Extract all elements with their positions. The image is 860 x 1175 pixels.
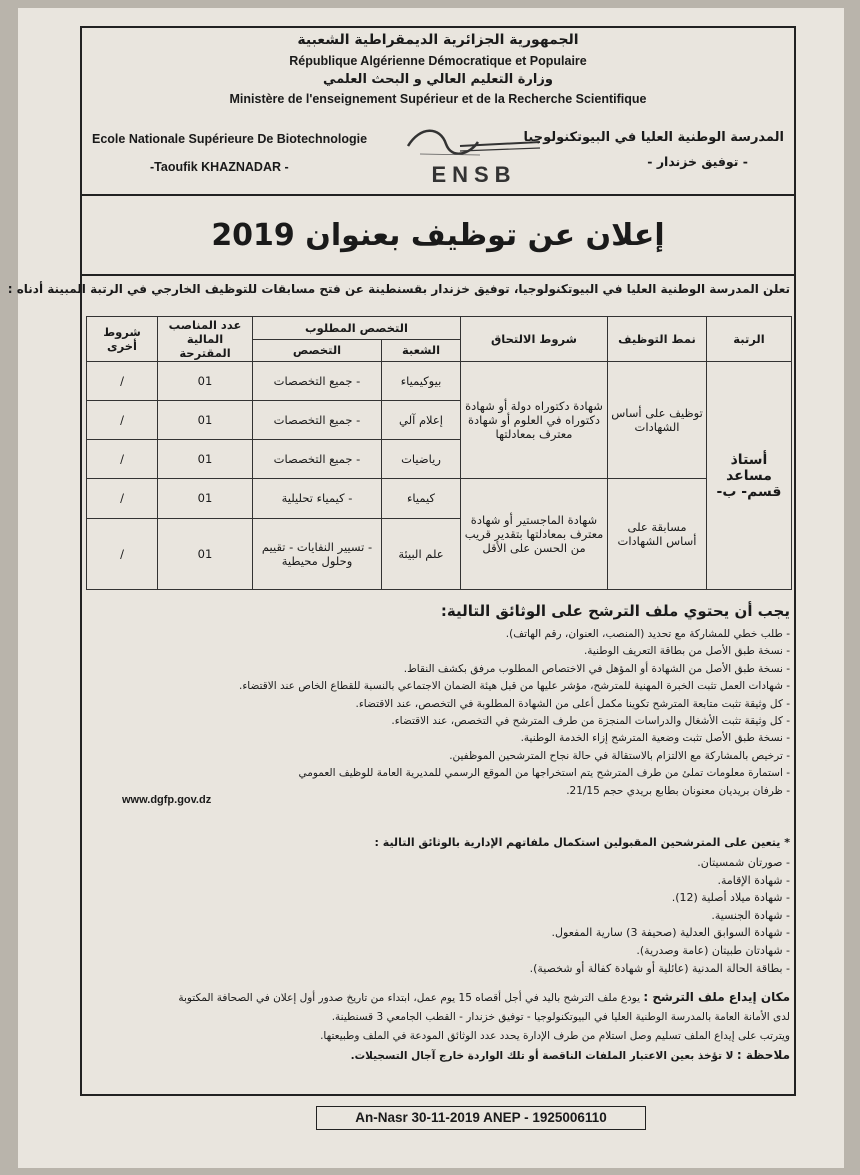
deposit-text-1: يودع ملف الترشح باليد في أجل أقصاه 15 يوم عمل، ابتداء من تاريخ صدور أول إعلان في الصحافة المكتوبة	[178, 992, 641, 1004]
publication-footer: An-Nasr 30-11-2019 ANEP - 1925006110	[316, 1106, 646, 1130]
additional-documents-list	[90, 854, 790, 977]
list-item: - شهادة السوابق العدلية (صحيفة 3) سارية المفعول.	[551, 926, 790, 940]
ar-ministry: وزارة التعليم العالي و البحث العلمي	[323, 72, 553, 87]
list-item: - بطاقة الحالة المدنية (عائلية أو شهادة كفالة أو شخصية).	[529, 961, 790, 975]
accepted-note: * يتعين على المترشحين المقبولين استكمال ملفاتهم الإدارية بالوثائق التالية :	[374, 836, 790, 849]
col-specialty: التخصص	[253, 339, 382, 362]
title-divider	[82, 274, 794, 276]
col-specialty-required: التخصص المطلوب	[253, 317, 461, 340]
list-item: - شهادة الإقامة.	[717, 873, 790, 887]
ar-republic: الجمهورية الجزائرية الديمقراطية الشعبية	[297, 32, 579, 48]
list-item: - طلب خطي للمشاركة مع تحديد (المنصب، العنوان، رقم الهاتف).	[505, 628, 790, 640]
table-row	[87, 362, 792, 401]
note-label: ملاحظة :	[736, 1048, 790, 1062]
col-other: شروط أخرى	[87, 317, 158, 362]
fr-ministry: Ministère de l'enseignement Supérieur et de la Recherche Scientifique	[229, 92, 647, 106]
list-item: - نسخة طبق الأصل من بطاقة التعريف الوطنية.	[583, 645, 790, 658]
deposit-line-1	[84, 988, 790, 1008]
cell-mode-2: مسابقة على أساس الشهادات	[608, 479, 707, 590]
newspaper-page	[7, 8, 844, 1168]
col-mode: نمط التوظيف	[608, 317, 707, 362]
announcement-title: إعلان عن توظيف بعنوان 2019	[211, 218, 665, 253]
announcement-frame	[7, 26, 796, 1096]
cell-other: /	[87, 362, 158, 401]
cell-condition-2: شهادة الماجستير أو شهادة معترف بمعادلتها بتقدير قريب من الحسن على الأقل	[461, 479, 608, 590]
list-item: - ظرفان بريديان معنونان بطابع بريدي حجم 21/15.	[566, 784, 790, 797]
cell-branch: إعلام آلي	[382, 401, 461, 440]
website-url: www.dgfp.gov.dz	[122, 794, 212, 806]
table-row	[87, 479, 792, 518]
cell-branch: علم البيئة	[382, 518, 461, 589]
list-item: - شهادة ميلاد أصلية (12).	[671, 891, 790, 905]
deposit-text-3: ويترتب على إيداع الملف تسليم وصل استلام من طرف الإدارة يحدد عدد الوثائق المودعة في الملف وطبيعتها.	[320, 1030, 790, 1042]
cell-condition-1: شهادة دكتوراه دولة أو شهادة دكتوراه في العلوم أو شهادة معترف بمعادلتها	[461, 362, 608, 479]
cell-other: /	[87, 401, 158, 440]
cell-positions: 01	[158, 401, 253, 440]
cell-specialty: - كيمياء تحليلية	[253, 479, 382, 518]
list-item: - نسخة طبق الأصل من الشهادة أو المؤهل في الاختصاص المطلوب مرفق بكشف النقاط.	[403, 662, 790, 675]
cell-branch: رياضيات	[382, 440, 461, 479]
ar-school-subname: - توفيق خزندار -	[647, 154, 748, 169]
cell-specialty: - جميع التخصصات	[253, 440, 382, 479]
list-item: - استمارة معلومات تملئ من طرف المترشح يتم استخراجها من الموقع الرسمي للمديرية العامة للوظيف العمومي	[298, 767, 790, 780]
col-positions: عدد المناصب المالية المقترحة	[158, 317, 253, 362]
positions-table	[86, 316, 792, 590]
cell-specialty: - جميع التخصصات	[253, 401, 382, 440]
list-item: - صورتان شمسيتان.	[697, 856, 790, 869]
list-item: - كل وثيقة تثبت متابعة المترشح تكوينا مكمل أعلى من الشهادة المطلوبة في التخصص، عند الاقتضاء.	[355, 697, 790, 710]
cell-positions: 01	[158, 518, 253, 589]
cell-other: /	[87, 440, 158, 479]
cell-branch: كيمياء	[382, 479, 461, 518]
intro-text: تعلن المدرسة الوطنية العليا في البيوتكنولوجيا، توفيق خزندار بقسنطينة عن فتح مسابقات للتوظيف الخارجي في الرتبة المبينة أدناه :	[7, 282, 790, 296]
header-divider	[82, 194, 794, 196]
list-item: - ترخيص بالمشاركة مع الالتزام بالاستقالة في حالة نجاح المترشحين الموظفين.	[449, 749, 790, 762]
list-item: - شهادات العمل تثبت الخبرة المهنية للمترشح، مؤشر عليها من قبل هيئة الضمان الاجتماعي بالنسبة للقطاع الخاص عند الاقتضاء.	[238, 680, 790, 693]
cell-specialty: - تسيير النفايات - تقييم وحلول محيطية	[253, 518, 382, 589]
deposit-text-2: لدى الأمانة العامة بالمدرسة الوطنية العليا في البيوتكنولوجيا - توفيق خزندار - القطب الجامعي 3 قسنطينة.	[331, 1011, 790, 1023]
cell-other: /	[87, 518, 158, 589]
requirements-title: يجب أن يحتوي ملف الترشح على الوثائق التالية:	[440, 602, 790, 620]
cell-other: /	[87, 479, 158, 518]
cell-positions: 01	[158, 362, 253, 401]
cell-grade: أستاذ مساعد قسم- ب-	[707, 362, 792, 590]
list-item: - شهادتان طبيتان (عامة وصدرية).	[636, 943, 790, 957]
list-item: - نسخة طبق الأصل تثبت وضعية المترشح إزاء الخدمة الوطنية.	[520, 732, 790, 745]
deposit-label: مكان إيداع ملف الترشح :	[643, 990, 790, 1004]
documents-list	[90, 626, 790, 800]
cell-specialty: - جميع التخصصات	[253, 362, 382, 401]
col-conditions: شروط الالتحاق	[461, 317, 608, 362]
deposit-section	[84, 988, 790, 1066]
cell-branch: بيوكيمياء	[382, 362, 461, 401]
list-item: - كل وثيقة تثبت الأشغال والدراسات المنجزة من طرف المترشح في التخصص، عند الاقتضاء.	[391, 715, 790, 728]
fr-republic: République Algérienne Démocratique et Populaire	[289, 54, 587, 68]
ar-school-name: المدرسة الوطنية العليا في البيوتكنولوجيا	[523, 130, 784, 145]
note-text: لا تؤخذ بعين الاعتبار الملفات الناقصة أو تلك الواردة خارج آجال التسجيلات.	[350, 1050, 734, 1062]
col-grade: الرتبة	[707, 317, 792, 362]
fr-school-subname: -Taoufik KHAZNADAR -	[150, 160, 289, 174]
col-branch: الشعبة	[382, 339, 461, 362]
cell-mode-1: توظيف على أساس الشهادات	[608, 362, 707, 479]
cell-positions: 01	[158, 479, 253, 518]
deposit-note	[84, 1046, 790, 1066]
list-item: - شهادة الجنسية.	[711, 908, 790, 922]
cell-positions: 01	[158, 440, 253, 479]
logo-text: ENSB	[431, 162, 517, 187]
fr-school-name: Ecole Nationale Supérieure De Biotechnologie	[92, 132, 368, 146]
